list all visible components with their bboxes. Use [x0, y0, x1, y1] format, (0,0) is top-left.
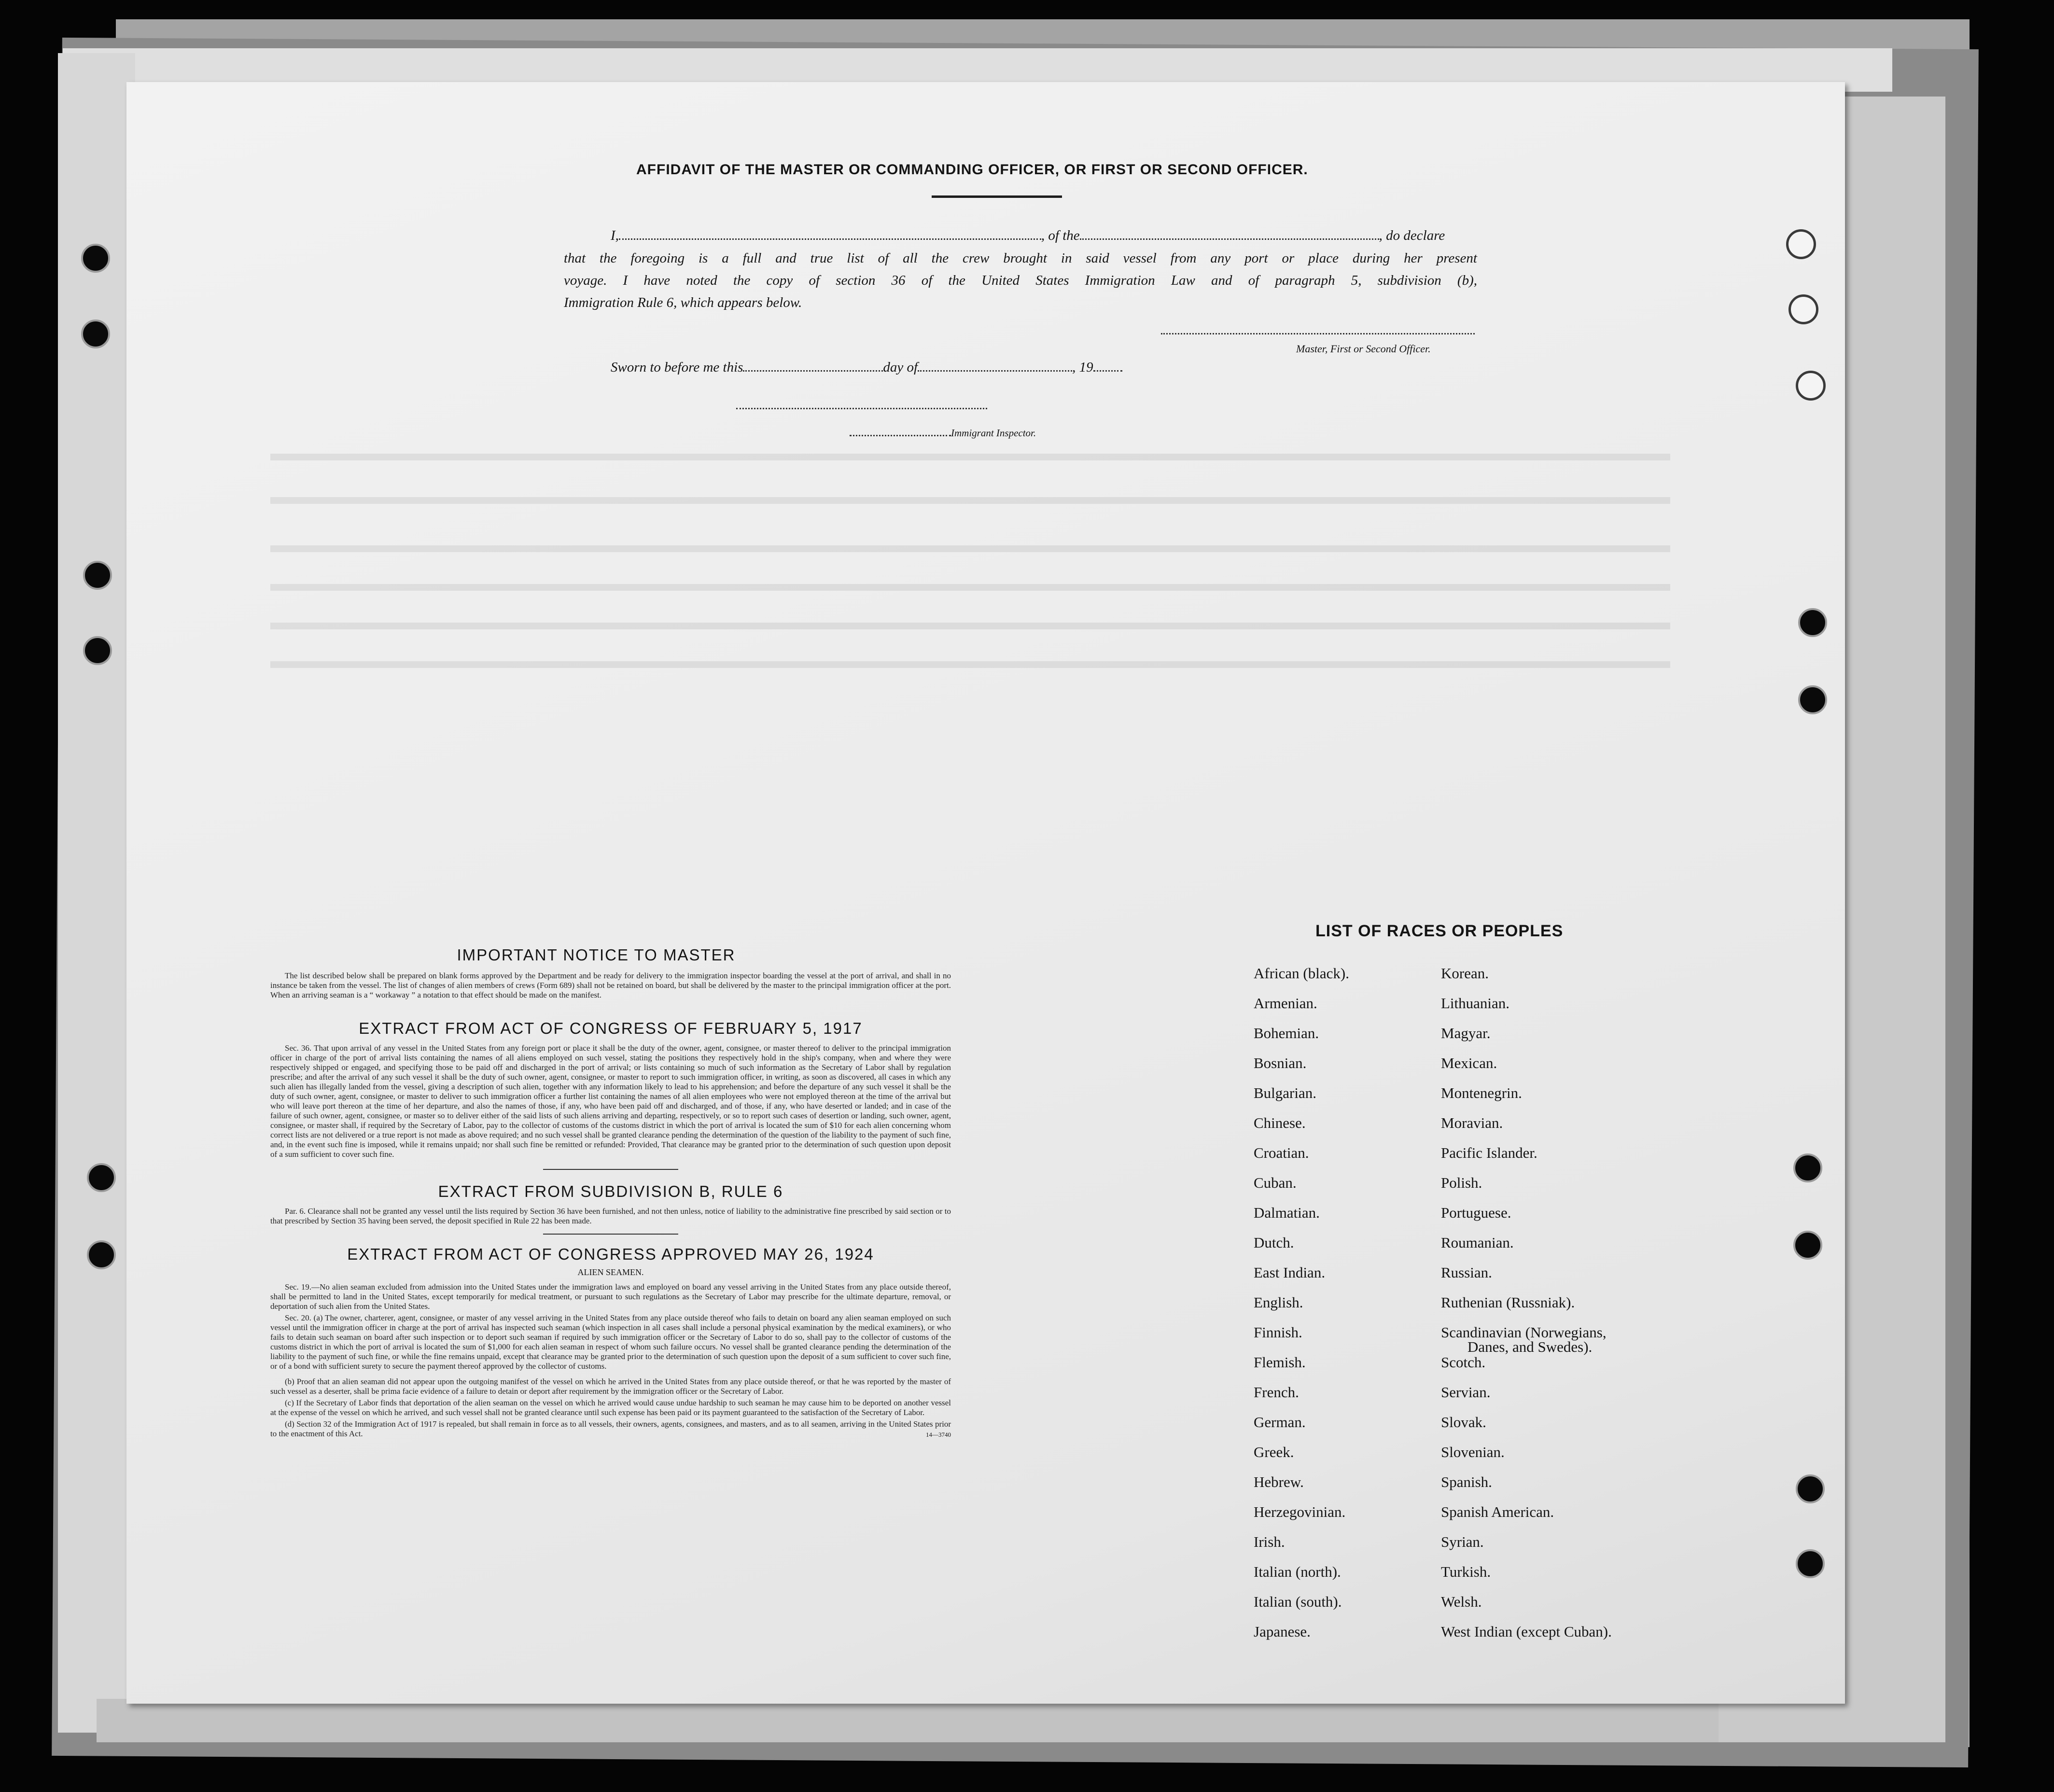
race-item: Moravian. — [1441, 1114, 1503, 1131]
section-divider — [543, 1169, 678, 1170]
inspector-signature-blank — [736, 408, 987, 409]
bleed-through — [270, 661, 1670, 668]
race-item: Portuguese. — [1441, 1204, 1511, 1221]
race-item: Russian. — [1441, 1264, 1492, 1281]
punch-hole — [1793, 1153, 1822, 1182]
notice-body: The list described below shall be prepared on blank forms approved by the Department and be ready for delivery to the immigration inspector boarding the vessel at the port of arrival, and shall in no instance be taken from the vessel. The list of changes of alien members of crews (Form 689) shall not be retained on board, but shall be delivered by the master to the principal immigration officer at the port. When an arriving seaman is a “ workaway ” a notation to that effect should be made on the manifest. — [270, 971, 951, 1000]
race-item: Slovak. — [1441, 1414, 1486, 1431]
name-blank — [619, 238, 1041, 240]
punch-hole — [87, 1240, 116, 1269]
race-item: East Indian. — [1254, 1264, 1326, 1281]
race-item: Servian. — [1441, 1384, 1491, 1401]
race-item: Pacific Islander. — [1441, 1144, 1537, 1161]
punch-hole — [83, 561, 112, 590]
punch-hole — [81, 320, 110, 348]
race-item: Bosnian. — [1254, 1055, 1307, 1071]
punch-hole — [1798, 608, 1827, 637]
race-item: Italian (north). — [1254, 1563, 1341, 1580]
punch-hole — [1786, 229, 1816, 259]
race-item: Herzegovinian. — [1254, 1503, 1346, 1520]
sworn-line — [611, 360, 1122, 375]
race-item: Dalmatian. — [1254, 1204, 1320, 1221]
affidavit-title: AFFIDAVIT OF THE MASTER OR COMMANDING OFFICER, OR FIRST OR SECOND OFFICER. — [636, 162, 1308, 178]
race-item: Italian (south). — [1254, 1593, 1342, 1610]
notice-title: IMPORTANT NOTICE TO MASTER — [457, 946, 736, 964]
sworn-year: , 19 — [1072, 360, 1093, 375]
inspector-row — [850, 427, 1036, 439]
master-label: Master, First or Second Officer. — [1296, 343, 1431, 355]
affidavit-line-1 — [611, 224, 1477, 247]
bleed-through — [270, 497, 1670, 504]
punch-hole — [87, 1163, 116, 1192]
affidavit-line-4: Immigration Rule 6, which appears below. — [564, 295, 802, 310]
inspector-dots — [850, 435, 951, 436]
day-blank — [743, 370, 883, 372]
race-item: Scotch. — [1441, 1354, 1486, 1371]
manifest-page — [126, 82, 1845, 1704]
extract-1924-title: EXTRACT FROM ACT OF CONGRESS APPROVED MAY 26, 1924 — [347, 1245, 874, 1263]
race-item: French. — [1254, 1384, 1299, 1401]
race-item: Polish. — [1441, 1174, 1482, 1191]
race-item: Croatian. — [1254, 1144, 1309, 1161]
race-item: English. — [1254, 1294, 1303, 1311]
affidavit-i: I, — [611, 228, 619, 243]
year-blank — [1093, 370, 1122, 372]
race-item: Syrian. — [1441, 1533, 1484, 1550]
affidavit-of-the: , of the — [1041, 228, 1080, 243]
title-rule — [932, 195, 1062, 198]
punch-hole — [83, 636, 112, 665]
race-item: German. — [1254, 1414, 1306, 1431]
race-item: Roumanian. — [1441, 1234, 1514, 1251]
notice-column — [270, 946, 951, 1439]
race-item: Korean. — [1441, 965, 1489, 982]
punch-hole — [1789, 294, 1818, 324]
race-item: Irish. — [1254, 1533, 1285, 1550]
punch-hole — [1796, 1549, 1825, 1578]
inspector-label: Immigrant Inspector. — [951, 427, 1036, 439]
punch-hole — [1796, 371, 1826, 401]
master-signature-blank — [1161, 333, 1475, 334]
race-item: Hebrew. — [1254, 1473, 1304, 1490]
punch-hole — [81, 244, 110, 273]
affidavit-do-declare: , do declare — [1379, 228, 1445, 243]
vessel-blank — [1080, 238, 1379, 240]
race-item: Armenian. — [1254, 995, 1317, 1012]
race-item: Bulgarian. — [1254, 1084, 1316, 1101]
race-item: Scandinavian (Norwegians, — [1441, 1324, 1607, 1341]
extract-1917-body: Sec. 36. That upon arrival of any vessel in the United States from any foreign port or place it shall be the duty of the owner, agent, consignee, or master thereof to deliver to the principal immigration officer in charge of the port of arrival lists containing the names of all aliens employed on such vessel, stating the positions they respectively hold in the ship's company, when and where they were respectively shipped or engaged, and specifying those to be paid off and discharged in the port of arrival; or lists containing so much of such information as the Secretary of Labor shall by regulation prescribe; and after the arrival of any such vessel it shall be the duty of such owner, agent, consignee, or master to report to such immigration officer, in writing, as soon as discovered, all cases in which any such alien has illegally landed from the vessel, giving a description of such alien, together with any information likely to lead to his apprehension; and before the departure of any such vessel it shall be the duty of such owner, agent, consignee, or master to deliver to such immigration officer a further list containing the names of all alien employees who were not employed thereon at the time of the arrival but who will leave port thereon at the time of her departure, and also the names of those, if any, who have been paid off and discharged, and of those, if any, who have deserted or landed; and in case of the failure of such owner, agent, consignee, or master so to deliver either of the said lists of such aliens arriving and departing, respectively, or so to report such cases of desertion or landing, such owner, agent, consignee, or master shall, if required by the Secretary of Labor, pay to the collector of customs of the customs district in which the port of arrival is located the sum of $10 for each alien concerning whom correct lists are not delivered or a true report is not made as above required; and no such vessel shall be granted clearance pending the determination of the question of the liability to the payment of such fine, and, in the event such fine is imposed, while it remains unpaid; nor shall such fine be remitted or refunded: Provided, That clearance may be granted prior to the determination of such question upon deposit of a sum sufficient to cover such fine. — [270, 1043, 951, 1159]
form-number: 14—3740 — [926, 1431, 951, 1438]
punch-hole — [1798, 685, 1827, 714]
race-item: Spanish. — [1441, 1473, 1492, 1490]
race-item: Slovenian. — [1441, 1444, 1505, 1460]
extract-1924-sec20c: (c) If the Secretary of Labor finds that deportation of the alien seaman on the vessel on which he arrived would cause undue hardship to such seaman he may cause him to be deported on another vessel at the expense of the vessel on which he arrived, and such vessel shall not be granted clearance until such expense has been paid or its payment guaranteed to the satisfaction of the Secretary of Labor. — [270, 1398, 951, 1417]
section-divider — [543, 1234, 678, 1235]
race-item: Turkish. — [1441, 1563, 1491, 1580]
race-item: Greek. — [1254, 1444, 1294, 1460]
punch-hole — [1793, 1231, 1822, 1260]
extract-1917-title: EXTRACT FROM ACT OF CONGRESS OF FEBRUARY 5, 1917 — [359, 1019, 863, 1037]
sworn-day-of: day of — [883, 360, 918, 375]
extract-1924-sec20b: (b) Proof that an alien seaman did not appear upon the outgoing manifest of the vessel on which he arrived in the United States from any place outside thereof, or that he was reported by the master of such vessel as a deserter, shall be prima facie evidence of a failure to detain or deport after requirement by the immigration officer or the Secretary of Labor. — [270, 1377, 951, 1396]
extract-rule6-title: EXTRACT FROM SUBDIVISION B, RULE 6 — [438, 1182, 783, 1200]
extract-1924-subtitle: ALIEN SEAMEN. — [577, 1267, 644, 1277]
underlying-page-edge — [58, 53, 135, 1733]
extract-1924-sec20d: (d) Section 32 of the Immigration Act of 1917 is repealed, but shall remain in force as to all vessels, their owners, agents, consignees, and masters, and as to all seamen, arriving in the United States prior to the enactment of this Act. — [270, 1419, 951, 1438]
race-item: Spanish American. — [1441, 1503, 1554, 1520]
bleed-through — [270, 584, 1670, 591]
month-blank — [918, 370, 1072, 372]
race-item: Dutch. — [1254, 1234, 1294, 1251]
extract-rule6-body: Par. 6. Clearance shall not be granted any vessel until the lists required by Section 36 have been furnished, and not then unless, notice of liability to the administrative fine prescribed by said section or to that prescribed by Section 35 having been served, the deposit specified in Rule 22 has been made. — [270, 1207, 951, 1225]
extract-1924-sec20a: Sec. 20. (a) The owner, charterer, agent, consignee, or master of any vessel arriving in the United States from any place outside thereof who fails to detain on board any alien seaman employed on such vessel until the immigration officer in charge at the port of arrival has inspected such seaman (which inspection in all cases shall include a personal physical examination by the medical examiners), or who fails to detain such seaman on board after such inspection or to deport such seaman if required by such immigration officer or the Secretary of Labor to do so, shall pay to the collector of customs of the customs district in which the port of arrival is located the sum of $1,000 for each alien seaman in respect of whom such failure occurs. No vessel shall be granted clearance pending the determination of the liability to the payment of such fine, or while the fine remains unpaid, except that clearance may be granted prior to the determination of such question upon the deposit of a sum sufficient to cover such fine, or of a bond with sufficient surety to secure the payment thereof approved by the collector of customs. — [270, 1313, 951, 1371]
race-item: Bohemian. — [1254, 1025, 1319, 1042]
races-title: LIST OF RACES OR PEOPLES — [1315, 922, 1564, 940]
bleed-through — [270, 454, 1670, 460]
race-item: Lithuanian. — [1441, 995, 1510, 1012]
sworn-prefix: Sworn to before me this — [611, 360, 743, 375]
affidavit-line-3: voyage. I have noted the copy of section 36 of the United States Immigration Law and of paragraph 5, subdivision (b), — [564, 273, 1477, 288]
affidavit-line-2: that the foregoing is a full and true list of all the crew brought in said vessel from any port or place during her present — [564, 250, 1477, 266]
race-item: West Indian (except Cuban). — [1441, 1623, 1612, 1640]
bleed-through — [270, 545, 1670, 552]
punch-hole — [1796, 1474, 1825, 1503]
race-item: Flemish. — [1254, 1354, 1306, 1371]
race-item: Mexican. — [1441, 1055, 1497, 1071]
bleed-through — [270, 623, 1670, 629]
race-item: Japanese. — [1254, 1623, 1311, 1640]
extract-1924-sec19: Sec. 19.—No alien seaman excluded from admission into the United States under the immigration laws and employed on board any vessel arriving in the United States from any place outside thereof, shall be permitted to land in the United States, except temporarily for medical treatment, or pursuant to such regulations as the Secretary of Labor may prescribe for the ultimate departure, removal, or deportation of such alien from the United States. — [270, 1282, 951, 1311]
race-item: Danes, and Swedes). — [1467, 1338, 1593, 1355]
race-item: Ruthenian (Russniak). — [1441, 1294, 1575, 1311]
underlying-page-edge — [97, 1699, 1883, 1742]
race-item: Finnish. — [1254, 1324, 1302, 1341]
race-item: Chinese. — [1254, 1114, 1306, 1131]
race-item: Welsh. — [1441, 1593, 1482, 1610]
race-item: Cuban. — [1254, 1174, 1297, 1191]
race-item: Montenegrin. — [1441, 1084, 1522, 1101]
race-item: African (black). — [1254, 965, 1349, 982]
race-item: Magyar. — [1441, 1025, 1491, 1042]
